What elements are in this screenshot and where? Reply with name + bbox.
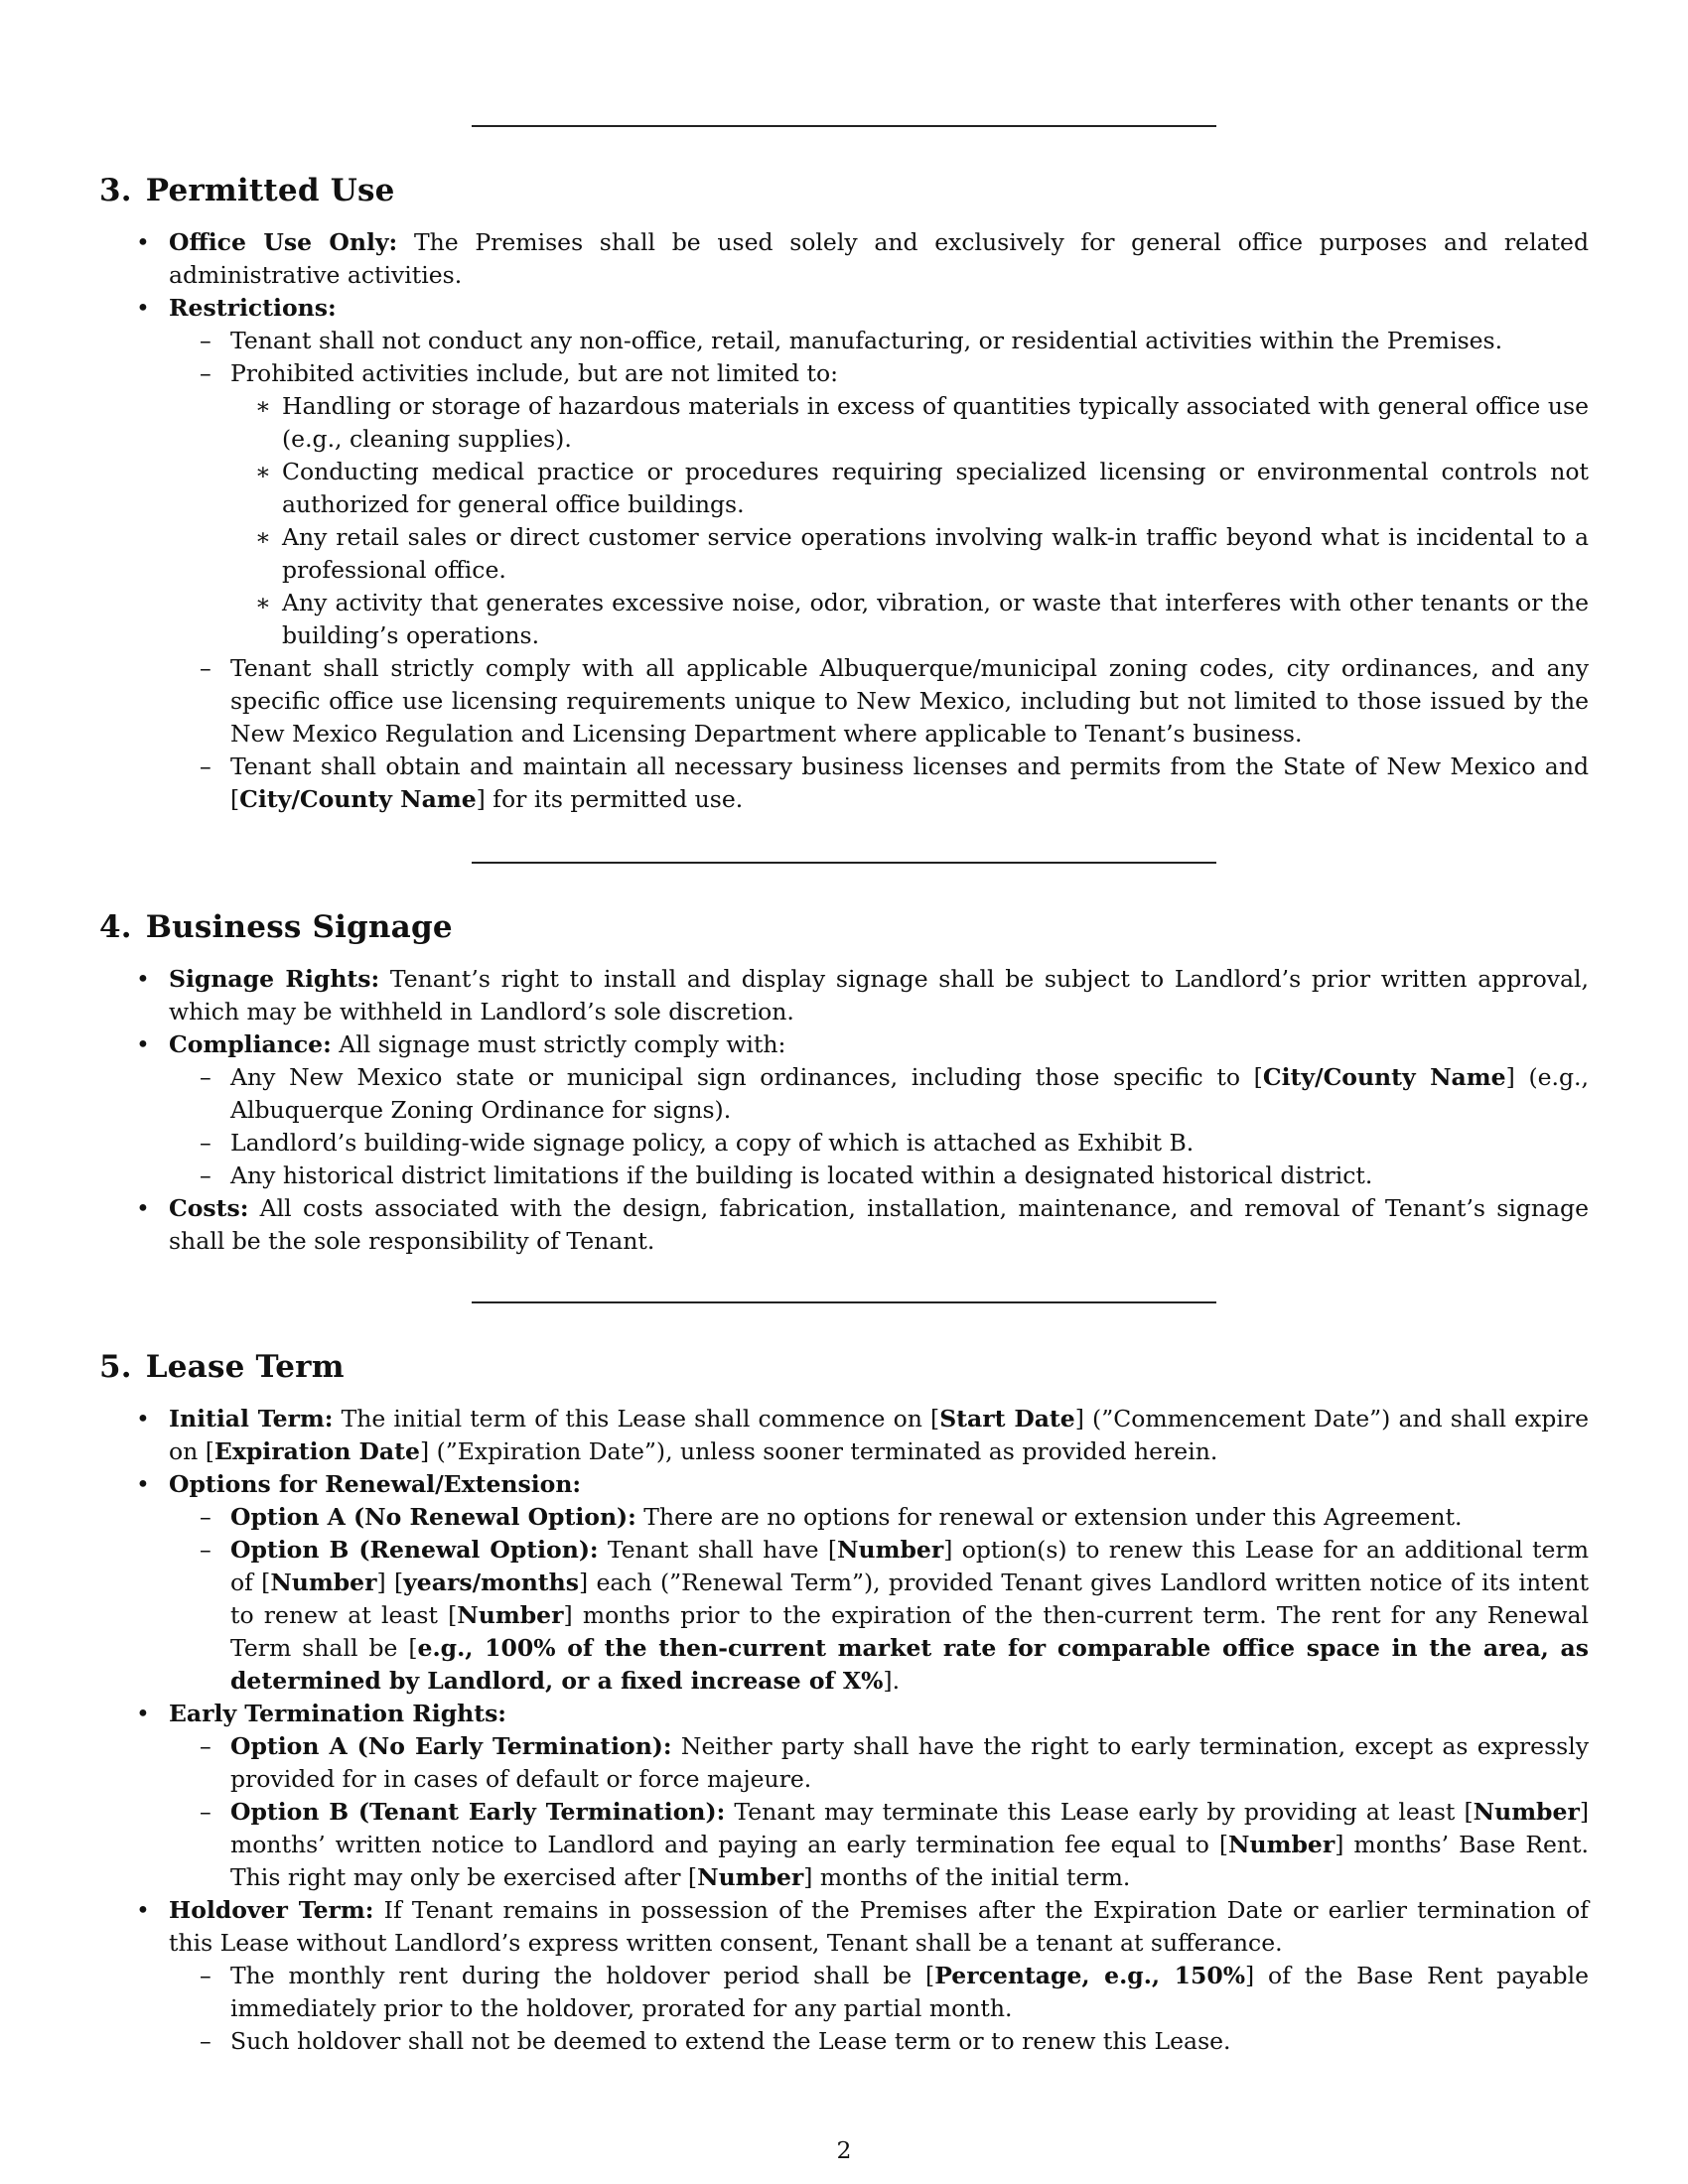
list-item: – Tenant shall not conduct any non-office, retail, manufacturing, or residential activities within the Premises. — [169, 325, 1589, 357]
section-title: Lease Term — [145, 1349, 345, 1385]
list-item: • Compliance: All signage must strictly comply with: – Any New Mexico state or municipal sign ordinances, including those specific to [City/County Name] (e.g., Albuquerque Zoning Ordinance for signs). – Landlord’s building-wide signage policy, a copy of which is attached as Exhibit B. – Any historical district limitations if the building is located within a designated historical district. — [99, 1028, 1589, 1192]
page-number: 2 — [836, 2136, 852, 2164]
list-item: ∗ Handling or storage of hazardous materials in excess of quantities typically associated with general office use (e.g., cleaning supplies). — [230, 390, 1589, 456]
list-item: – Option B (Renewal Option): Tenant shall have [Number] option(s) to renew this Lease for an additional term of [Number] [years/months] each (”Renewal Term”), provided Tenant gives Landlord written notice of its intent to renew at least [Number] months prior to the expiration of the then-current term. The rent for any Renewal Term shall be [e.g., 100% of the then-current market rate for comparable office space in the area, as determined by Landlord, or a fixed increase of X%]. — [169, 1534, 1589, 1698]
list-item: ∗ Any activity that generates excessive noise, odor, vibration, or waste that interferes with other tenants or the building’s operations. — [230, 587, 1589, 652]
list-item: – Prohibited activities include, but are not limited to: ∗ Handling or storage of hazardous materials in excess of quantities typically associated with general office use (e.g., cleaning supplies). ∗ Conducting medical practice or procedures requiring specialized licensing or environmental controls not authorized for general office buildings. ∗ Any retail sales or direct customer service operations involving walk-in traffic beyond what is incidental to a professional office. ∗ Any activity that generates excessive noise, odor, vibration, or waste that interferes with other tenants or the building’s operations. — [169, 357, 1589, 652]
list-item: – Tenant shall strictly comply with all applicable Albuquerque/municipal zoning codes, city ordinances, and any specific office use licensing requirements unique to New Mexico, including but not limited to those issued by the New Mexico Regulation and Licensing Department where applicable to Tenant’s business. — [169, 652, 1589, 751]
section-divider — [472, 1301, 1216, 1303]
section-heading-permitted-use — [99, 173, 395, 208]
section-divider — [472, 125, 1216, 127]
section-body-permitted-use — [99, 226, 1589, 816]
list-item: – Landlord’s building-wide signage policy, a copy of which is attached as Exhibit B. — [169, 1127, 1589, 1160]
list-item: • Initial Term: The initial term of this Lease shall commence on [Start Date] (”Commencement Date”) and shall expire on [Expiration Date] (”Expiration Date”), unless sooner terminated as provided herein. — [99, 1403, 1589, 1468]
section-heading-lease-term — [99, 1349, 345, 1385]
list-item: ∗ Conducting medical practice or procedures requiring specialized licensing or environmental controls not authorized for general office buildings. — [230, 456, 1589, 521]
list-item: – Any historical district limitations if the building is located within a designated historical district. — [169, 1160, 1589, 1192]
list-item: • Office Use Only: The Premises shall be used solely and exclusively for general office purposes and related administrative activities. — [99, 226, 1589, 292]
list-item: – The monthly rent during the holdover period shall be [Percentage, e.g., 150%] of the Base Rent payable immediately prior to the holdover, prorated for any partial month. — [169, 1960, 1589, 2025]
list-item: – Option A (No Early Termination): Neither party shall have the right to early termination, except as expressly provided for in cases of default or force majeure. — [169, 1730, 1589, 1796]
list-item: – Any New Mexico state or municipal sign ordinances, including those specific to [City/County Name] (e.g., Albuquerque Zoning Ordinance for signs). — [169, 1061, 1589, 1127]
list-item: • Early Termination Rights: – Option A (No Early Termination): Neither party shall have the right to early termination, except as expressly provided for in cases of default or force majeure. – Option B (Tenant Early Termination): Tenant may terminate this Lease early by providing at least [Number] months’ written notice to Landlord and paying an early termination fee equal to [Number] months’ Base Rent. This right may only be exercised after [Number] months of the initial term. — [99, 1698, 1589, 1894]
list-item: – Option B (Tenant Early Termination): Tenant may terminate this Lease early by providing at least [Number] months’ written notice to Landlord and paying an early termination fee equal to [Number] months’ Base Rent. This right may only be exercised after [Number] months of the initial term. — [169, 1796, 1589, 1894]
section-title: Business Signage — [145, 909, 453, 945]
list-item: • Options for Renewal/Extension: – Option A (No Renewal Option): There are no options for renewal or extension under this Agreement. – Option B (Renewal Option): Tenant shall have [Number] option(s) to renew this Lease for an additional term of [Number] [years/months] each (”Renewal Term”), provided Tenant gives Landlord written notice of its intent to renew at least [Number] months prior to the expiration of the then-current term. The rent for any Renewal Term shall be [e.g., 100% of the then-current market rate for comparable office space in the area, as determined by Landlord, or a fixed increase of X%]. — [99, 1468, 1589, 1698]
section-body-business-signage — [99, 963, 1589, 1258]
list-item: – Such holdover shall not be deemed to extend the Lease term or to renew this Lease. — [169, 2025, 1589, 2058]
section-title: Permitted Use — [145, 173, 395, 208]
section-number: 4. — [99, 909, 132, 945]
list-item: • Signage Rights: Tenant’s right to install and display signage shall be subject to Landlord’s prior written approval, which may be withheld in Landlord’s sole discretion. — [99, 963, 1589, 1028]
section-heading-business-signage — [99, 909, 453, 945]
list-item: • Restrictions: – Tenant shall not conduct any non-office, retail, manufacturing, or residential activities within the Premises. – Prohibited activities include, but are not limited to: ∗ Handling or storage of hazardous materials in excess of quantities typically associated with general office use (e.g., cleaning supplies). ∗ Conducting medical practice or procedures requiring specialized licensing or environmental controls not authorized for general office buildings. ∗ Any retail sales or direct customer service operations involving walk-in traffic beyond what is incidental to a professional office. ∗ Any activity that generates excessive noise, odor, vibration, or waste that interferes with other tenants or the building’s operations. – Tenant shall strictly comply with all applicable Albuquerque/municipal zoning codes, city ordinances, and any specific office use licensing requirements unique to New Mexico, including but not limited to those issued by the New Mexico Regulation and Licensing Department where applicable to Tenant’s business. – Tenant shall obtain and maintain all necessary business licenses and permits from the State of New Mexico and [City/County Name] for its permitted use. — [99, 292, 1589, 816]
list-item: • Holdover Term: If Tenant remains in possession of the Premises after the Expiration Date or earlier termination of this Lease without Landlord’s express written consent, Tenant shall be a tenant at sufferance. – The monthly rent during the holdover period shall be [Percentage, e.g., 150%] of the Base Rent payable immediately prior to the holdover, prorated for any partial month. – Such holdover shall not be deemed to extend the Lease term or to renew this Lease. — [99, 1894, 1589, 2058]
list-item: • Costs: All costs associated with the design, fabrication, installation, maintenance, and removal of Tenant’s signage shall be the sole responsibility of Tenant. — [99, 1192, 1589, 1258]
section-body-lease-term — [99, 1403, 1589, 2058]
list-item: – Option A (No Renewal Option): There are no options for renewal or extension under this Agreement. — [169, 1501, 1589, 1534]
list-item: – Tenant shall obtain and maintain all necessary business licenses and permits from the State of New Mexico and [City/County Name] for its permitted use. — [169, 751, 1589, 816]
section-divider — [472, 862, 1216, 864]
section-number: 5. — [99, 1349, 132, 1385]
list-item: ∗ Any retail sales or direct customer service operations involving walk-in traffic beyond what is incidental to a professional office. — [230, 521, 1589, 587]
section-number: 3. — [99, 173, 132, 208]
